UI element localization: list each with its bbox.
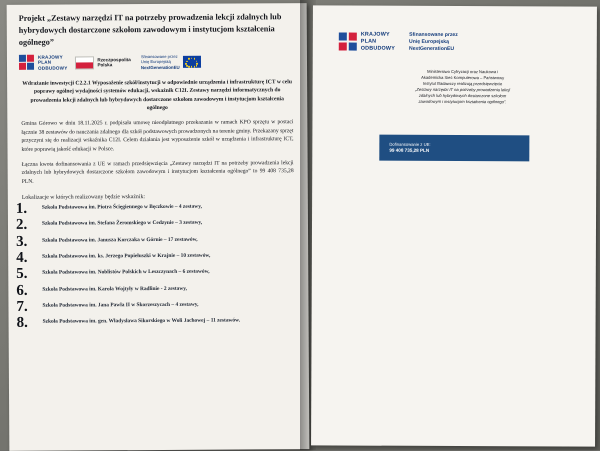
kpo-line1-right: KRAJOWY xyxy=(360,31,390,38)
ministry-italic3: zawodowym i instytucjom kształcenia ogólnego”. xyxy=(418,99,507,105)
locations-list xyxy=(8,203,309,335)
kpo-mark-icon-right xyxy=(339,32,358,51)
kpo-logo-text xyxy=(38,54,68,71)
kpo-line3-right: ODBUDOWY xyxy=(360,45,396,52)
right-logo-strip xyxy=(313,5,597,53)
kpo-logo-right xyxy=(339,31,395,51)
eu-line1-right: Sfinansowane przez xyxy=(409,31,458,39)
paragraph-investment: Wdrażanie inwestycji C2.2.1 Wyposażenie szkół/instytucji w odpowiednie urządzenia i infrastrukturę ICT w celu poprawy ogólnej wydajności systemów edukacji, wskaźnik C12I. Zestawy narzędzi informatycznych do prowadzenia lekcji zdalnych lub hybrydowych dostarczone szkołom zawodowym i instytucjom kształcenia ogólnego xyxy=(22,79,292,112)
document-page-left xyxy=(7,3,310,451)
list-item: Szkoła Podstawowa im. ks. Jerzego Popiełuszki w Krajnie – 10 zestawów, xyxy=(42,252,211,260)
logo-strip xyxy=(7,47,307,76)
funding-plaque xyxy=(379,135,529,162)
poland-flag-text xyxy=(97,57,131,69)
plaque-label: Dofinansowanie z UE: xyxy=(389,141,431,147)
list-item: Szkoła Podstawowa im. Karola Wojtyły w Radlinie - 2 zestawy, xyxy=(42,285,188,293)
flag-line2: Polska xyxy=(97,62,113,68)
kpo-logo xyxy=(19,54,68,71)
paragraph-funding-amount: Łączna kwota dofinansowania z UE w ramach przedsięwzięcia „Zestawy narzędzi IT na potrzeby prowadzenia lekcji zdalnych lub hybrydowych dostarczone szkołom zawodowym i instytucjom kształcenia ogólnego” to 99 408 735,28 PLN. xyxy=(21,160,294,185)
ministry-line2: Akademicka Sieć Komputerowa – Państwowy xyxy=(421,74,505,80)
list-item: Szkoła Podstawowa im. Janusza Korczaka w Górnie – 17 zestawów, xyxy=(42,236,198,244)
eu-line3: NextGenerationEU xyxy=(140,64,180,70)
page-title: Projekt „Zestawy narzędzi IT na potrzeby prowadzenia lekcji zdalnych lub hybrydowych dostarczone szkołom zawodowym i instytucjom kształcenia ogólnego” xyxy=(18,12,282,47)
list-item: Szkoła Podstawowa im. Noblistów Polskich w Leszczynach – 6 zestawów, xyxy=(42,269,210,277)
kpo-logo-text-right xyxy=(361,32,395,52)
locations-heading: Lokalizacje w których realizowany będzie wskaźnik: xyxy=(21,194,145,202)
kpo-line2: PLAN xyxy=(37,60,52,66)
eu-funding-logo xyxy=(141,54,201,71)
flag-line1: Rzeczpospolita xyxy=(97,56,131,62)
poland-flag-logo xyxy=(75,56,131,69)
document-page-right xyxy=(311,5,597,446)
kpo-line1: KRAJOWY xyxy=(37,54,63,60)
kpo-line2-right: PLAN xyxy=(360,38,377,45)
eu-funding-text xyxy=(141,54,180,71)
eu-line2-right: Unię Europejską xyxy=(409,38,449,45)
eu-line3-right: NextGenerationEU xyxy=(409,45,455,52)
list-item: Szkoła Podstawowa im. gen. Władysława Sikorskiego w Woli Jachowej – 11 zestawów. xyxy=(42,317,241,325)
list-item: Szkoła Podstawowa im. Jana Pawła II w Skorzeszycach – 4 zestawy, xyxy=(42,301,199,309)
eu-line1: Sfinansowane przez xyxy=(140,53,178,60)
kpo-mark-icon xyxy=(19,55,35,71)
ministry-italic1: „Zestawy narzędzi IT na potrzeby prowadzenia lekcji xyxy=(415,86,511,93)
ministry-statement xyxy=(313,52,597,106)
list-item: Szkoła Podstawowa im. Stefana Żeromskiego w Cedzynie – 3 zestawy, xyxy=(41,220,203,228)
ministry-line1: Ministerstwo Cyfryzacji oraz Naukowa i xyxy=(427,68,499,74)
list-item: Szkoła Podstawowa im. Piotra Ścięgiennego w Bęczkowie – 4 zestawy, xyxy=(41,203,202,211)
plaque-amount: 99 408 735,28 PLN xyxy=(389,147,430,154)
poland-flag-icon xyxy=(75,56,94,69)
paragraph-agreement: Gmina Górowo w dniu 18.11.2025 r. podpisała umowę nieodpłatnego przekazania w ramach KPO sprzętu w postaci łącznie 38 zestawów do nauczania zdalnego dla szkół podstawowych prowadzonych na terenie gminy. Przekazany sprzęt przyczyni się do realizacji wskaźnika C12I. Celem działania jest wyposażenie szkół w urządzenia i infrastrukturę ICT, które poprawią jakość edukacji w Polsce. xyxy=(21,119,294,153)
ministry-italic2: zdalnych lub hybrydowych dostarczone szkołom xyxy=(418,93,507,99)
ministry-line3: Instytut Badawczy realizują przedsięwzięcie xyxy=(422,80,503,87)
document-body xyxy=(7,74,308,186)
kpo-line3: ODBUDOWY xyxy=(38,65,68,71)
eu-funding-text-right xyxy=(409,32,458,53)
eu-line2: Unię Europejską xyxy=(140,59,171,65)
eu-flag-icon xyxy=(183,56,201,68)
